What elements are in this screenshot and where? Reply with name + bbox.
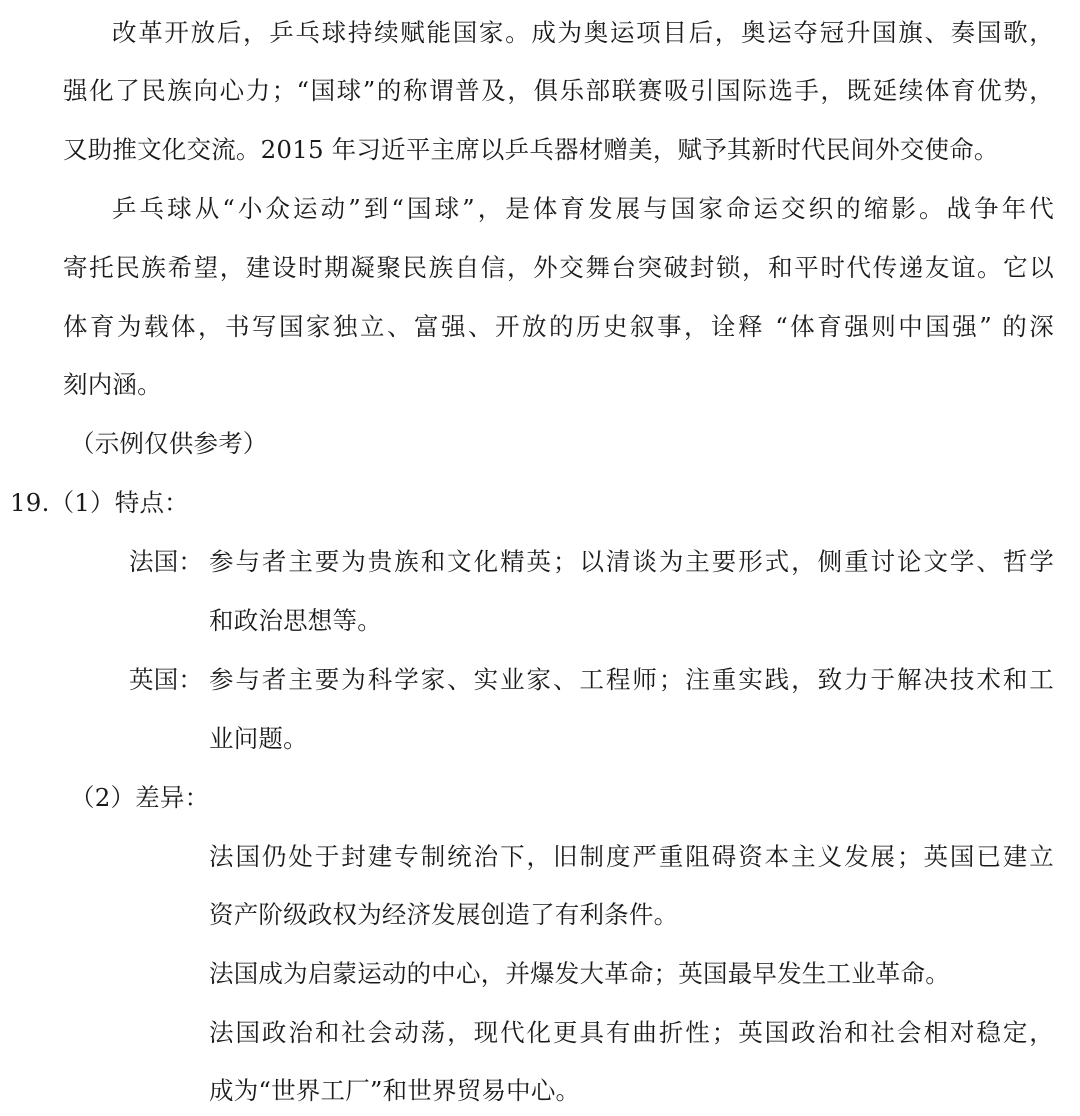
difference-line-4: 法国政治和社会动荡，现代化更具有曲折性；英国政治和社会相对稳定，: [209, 1018, 1054, 1047]
example-note: （示例仅供参考）: [70, 429, 268, 458]
difference-line-3: 法国成为启蒙运动的中心，并爆发大革命；英国最早发生工业革命。: [209, 959, 950, 988]
difference-line-5: 成为“世界工厂”和世界贸易中心。: [209, 1076, 581, 1105]
france-label: 法国：: [129, 547, 204, 576]
paragraph-1-line-3: 又助推文化交流。2015 年习近平主席以乒乓器材赠美，赋予其新时代民间外交使命。: [63, 135, 999, 164]
france-line-2: 和政治思想等。: [209, 606, 382, 635]
paragraph-2-line-1: 乒乓球从“小众运动”到“国球”，是体育发展与国家命运交织的缩影。战争年代: [112, 194, 1054, 223]
france-line-1: 参与者主要为贵族和文化精英；以清谈为主要形式，侧重讨论文学、哲学: [209, 547, 1054, 576]
britain-line-1: 参与者主要为科学家、实业家、工程师；注重实践，致力于解决技术和工: [209, 665, 1054, 694]
question-19-heading: 19.（1）特点：: [10, 488, 189, 517]
paragraph-1-line-2: 强化了民族向心力；“国球”的称谓普及，俱乐部联赛吸引国际选手，既延续体育优势，: [63, 76, 1054, 105]
britain-line-2: 业问题。: [209, 724, 308, 753]
difference-line-2: 资产阶级政权为经济发展创造了有利条件。: [209, 900, 679, 929]
paragraph-2-line-4: 刻内涵。: [63, 370, 162, 399]
part-2-heading: （2）差异：: [70, 783, 210, 812]
paragraph-2-line-2: 寄托民族希望，建设时期凝聚民族自信，外交舞台突破封锁，和平时代传递友谊。它以: [63, 253, 1054, 282]
difference-line-1: 法国仍处于封建专制统治下，旧制度严重阻碍资本主义发展；英国已建立: [209, 842, 1054, 871]
paragraph-2-line-3: 体育为载体，书写国家独立、富强、开放的历史叙事，诠释 “体育强则中国强” 的深: [63, 312, 1054, 341]
britain-label: 英国：: [129, 665, 204, 694]
paragraph-1-line-1: 改革开放后，乒乓球持续赋能国家。成为奥运项目后，奥运夺冠升国旗、奏国歌，: [112, 18, 1054, 47]
